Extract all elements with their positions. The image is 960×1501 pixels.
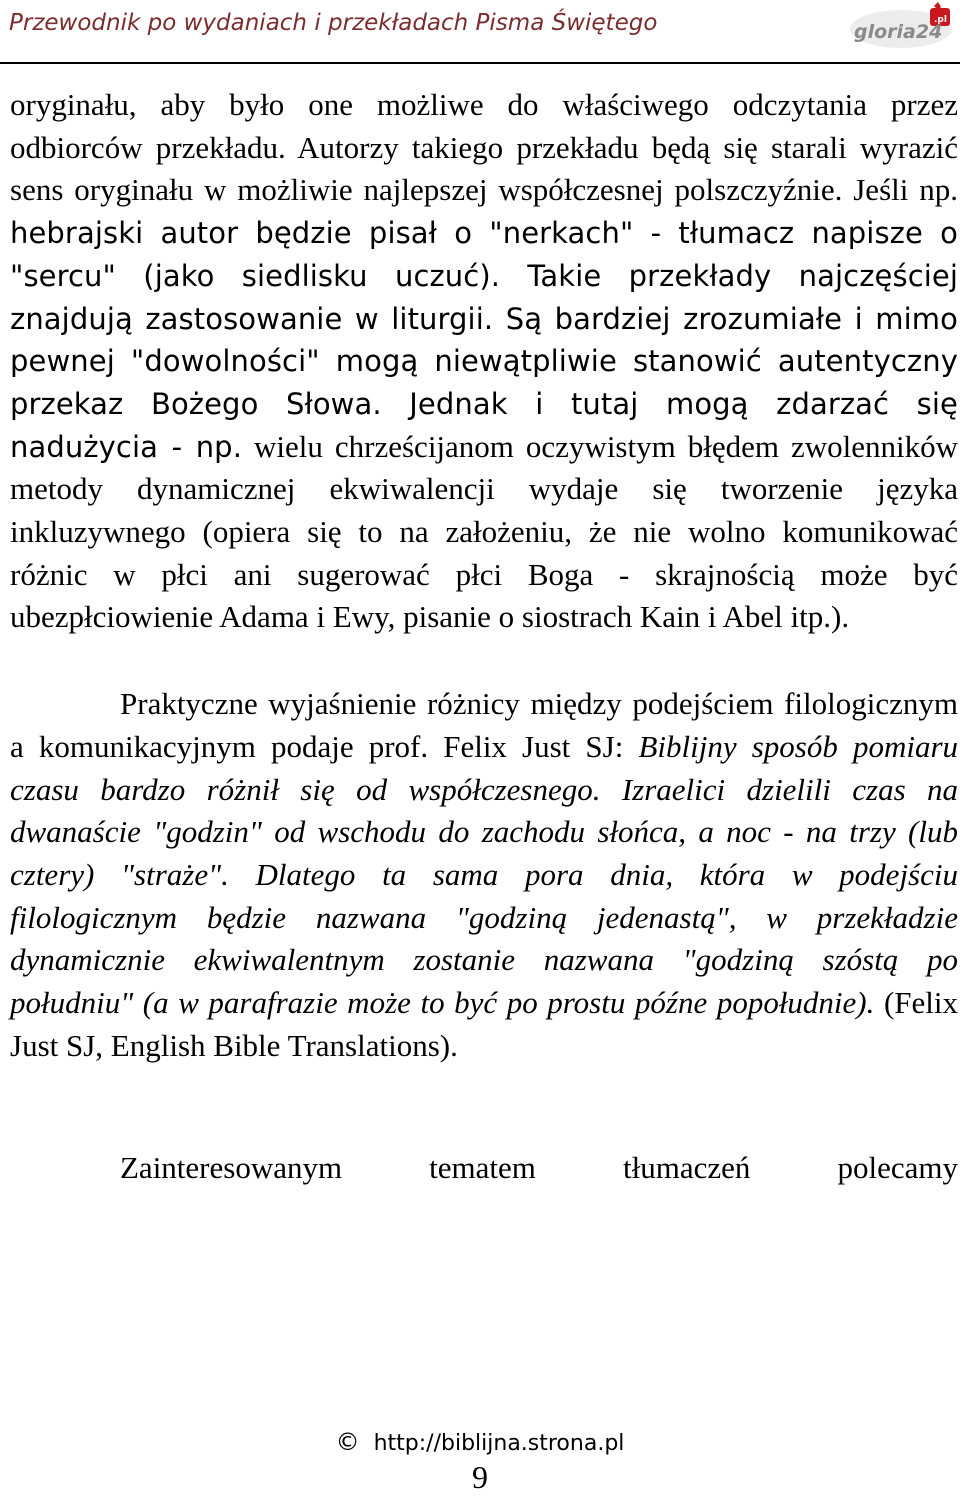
para2-intro: Praktyczne wyjaśnienie różnicy między podejściem filologicznym a komunikacyjnym podaje prof. Felix Just SJ:	[10, 686, 958, 764]
page-header	[0, 0, 960, 62]
document-body	[10, 84, 958, 1190]
footer-url: http://biblijna.strona.pl	[373, 1431, 625, 1456]
copyright-icon: ©	[335, 1428, 360, 1456]
para1-serif-end: wielu chrześcijanom oczywistym błędem zwolenników metody dynamicznej ekwiwalencji wydaje się tworzenie języka inkluzywnego (opiera się to na założeniu, że nie wolno komunikować różnic w płci ani sugerować płci Boga - skrajnością może być ubezpłciowienie Adama i Ewy, pisanie o siostrach Kain i Abel itp.).	[10, 428, 958, 635]
para2-citation: (Felix Just SJ, English Bible Translations).	[10, 985, 958, 1063]
paragraph-recommendation: Zainteresowanym tematem tłumaczeń polecamy	[120, 1150, 958, 1186]
logo-text: gloria24	[854, 21, 943, 43]
gloria24-logo	[848, 2, 954, 52]
header-title: Przewodnik po wydaniach i przekładach Pisma Świętego	[9, 10, 658, 36]
paragraph-dynamic-equivalence	[10, 84, 958, 639]
header-divider	[0, 62, 960, 64]
logo-suffix: .pl	[934, 15, 947, 25]
para1-serif-start: oryginału, aby było one możliwe do właściwego odczytania przez odbiorców przekładu. Autorzy takiego przekładu będą się starali wyrazić sens oryginału w możliwie najlepszej współczesnej polszczyźnie. Jeśli np.	[10, 87, 958, 208]
page-number: 9	[472, 1459, 488, 1495]
para2-quote: Biblijny sposób pomiaru czasu bardzo różnił się od współczesnego. Izraelici dzielili czas na dwanaście "godzin" od wschodu do zachodu słońca, a noc - na trzy (lub cztery) "straże". Dlatego ta sama pora dnia, która w podejściu filologicznym będzie nazwana "godziną jedenastą", w przekładzie dynamicznie ekwiwalentnym zostanie nazwana "godziną szóstą po południu" (a w parafrazie może to być po prostu późne popołudnie).	[10, 728, 959, 1021]
paragraph-felix-just-example	[10, 683, 958, 1067]
para1-sans-middle: hebrajski autor będzie pisał o "nerkach" - tłumacz napisze o "sercu" (jako siedlisku uczuć). Takie przekłady najczęściej znajdują zastosowanie w liturgii. Są bardziej zrozumiałe i mimo pewnej "dowolności" mogą niewątpliwie stanowić autentyczny przekaz Bożego Słowa. Jednak i tutaj mogą zdarzać się nadużycia - np.	[10, 216, 958, 464]
footer-url-line	[0, 1428, 960, 1456]
